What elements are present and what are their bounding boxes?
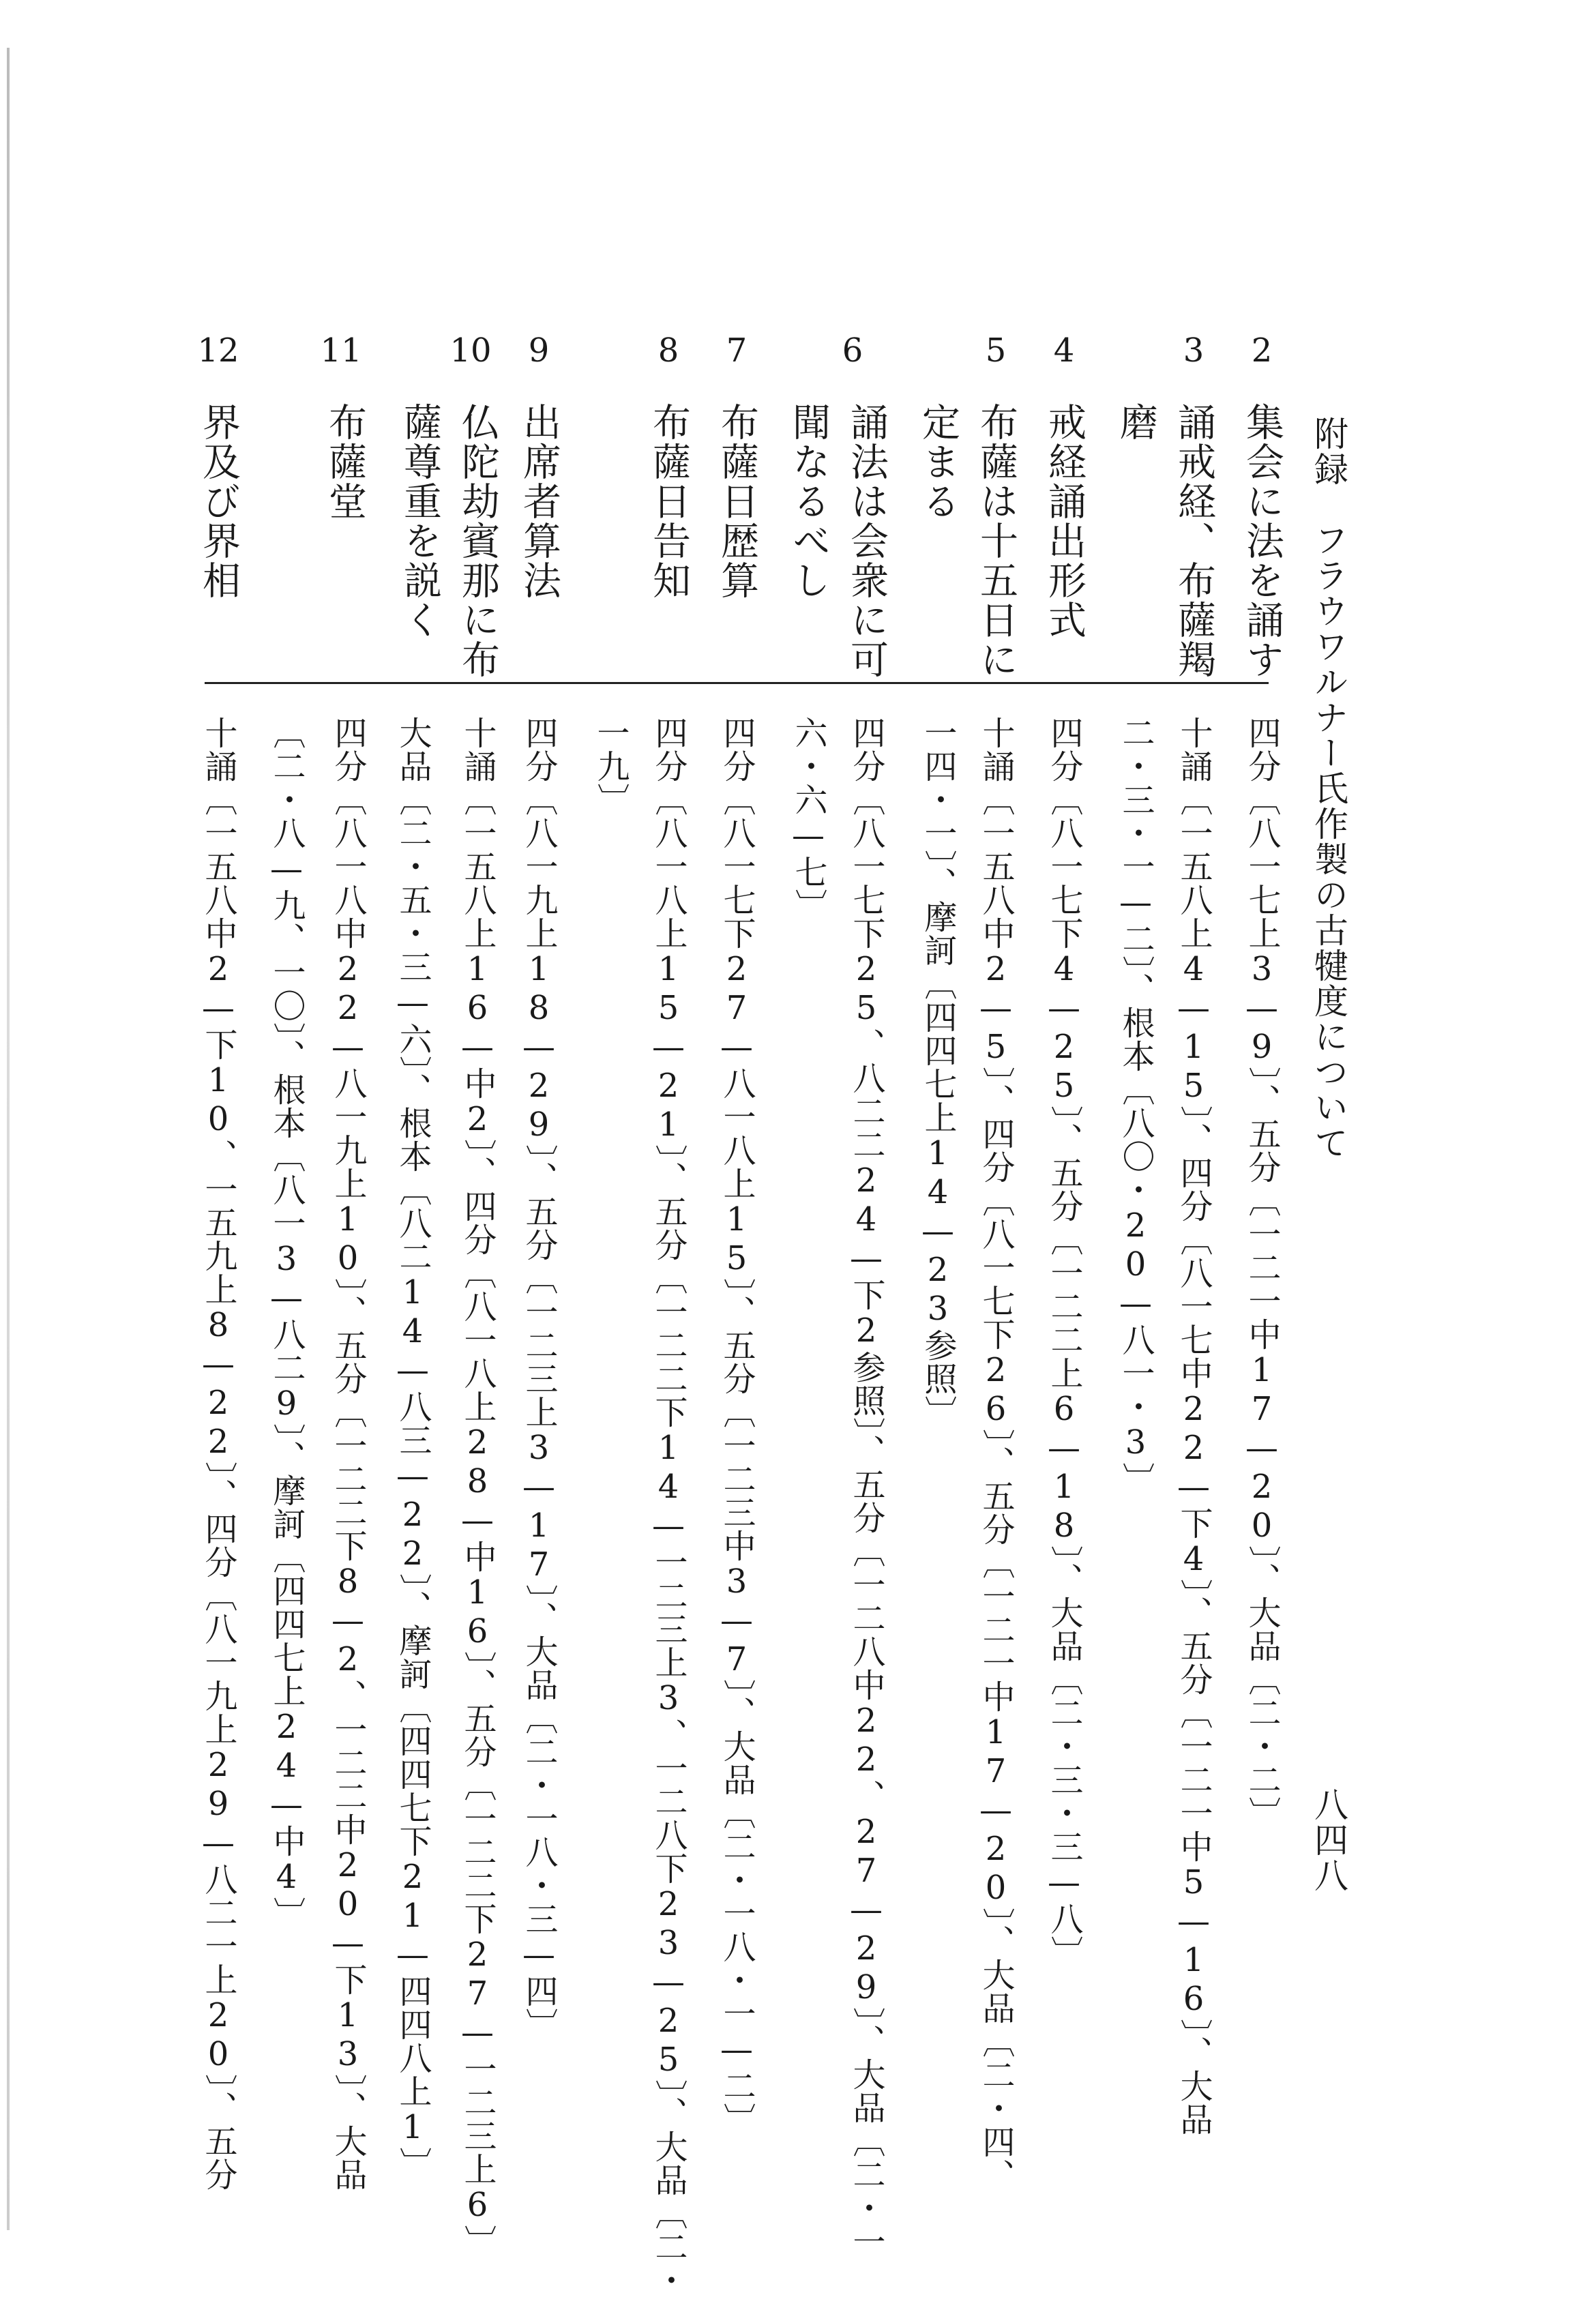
entry-title: 布薩日告知 bbox=[647, 402, 691, 600]
entry-title: 聞なるべし bbox=[786, 402, 831, 600]
entry-reference: 四分〔八一七下27—八一八上15〕、五分〔一二三中3—7〕、大品〔二・一八・一—二〕 bbox=[718, 716, 756, 2136]
entry-reference: 十誦〔一五八中2—5〕、四分〔八一七下26〕、五分〔一二一中17—20〕、大品〔二・四、 bbox=[977, 716, 1015, 2192]
entry-title: 出席者算法 bbox=[517, 402, 561, 600]
entry-number: 12 bbox=[197, 331, 239, 370]
entry-number: 2 bbox=[1251, 331, 1273, 370]
entry-title: 誦法は会衆に可 bbox=[844, 402, 889, 679]
entry-reference: 十誦〔一五八中2—下10、一五九上8—22〕、四分〔八一九上29—八二一上20〕、五分 bbox=[199, 716, 237, 2191]
entry-title: 布薩堂 bbox=[323, 402, 367, 521]
entry-reference: 十誦〔一五八上4—15〕、四分〔八一七中22—下4〕、五分〔一二一中5—16〕、大品 bbox=[1174, 716, 1213, 2136]
entry-reference: 四分〔八一七下4—25〕、五分〔一二二上6—18〕、大品〔二・三・三—八〕 bbox=[1045, 716, 1083, 1969]
entry-title: 布薩日歴算 bbox=[715, 402, 759, 600]
entry-reference: 四分〔八一七下25、八二二24—下2参照〕、五分〔一二八中22、27—29〕、大品〔二・一 bbox=[847, 716, 885, 2258]
entry-title: 戒経誦出形式 bbox=[1042, 402, 1087, 640]
entry-reference: 二・三・一—二〕、根本〔八〇・20—八一・3〕 bbox=[1117, 716, 1155, 1496]
entry-reference: 四分〔八一九上18—29〕、五分〔一二三上3—17〕、大品〔二・一八・三—四〕 bbox=[520, 716, 558, 2041]
entry-title: 仏陀劫賓那に布 bbox=[456, 402, 500, 679]
entry-reference: 四分〔八一八上15—21〕、五分〔一二二下14—一二三上3、一二八下23—25〕、大品〔二・ bbox=[649, 716, 688, 2297]
entry-number: 4 bbox=[1053, 331, 1075, 370]
entry-number: 10 bbox=[449, 331, 492, 370]
entry-reference: 一九〕 bbox=[591, 716, 630, 816]
section-divider bbox=[205, 682, 1269, 684]
entry-number: 11 bbox=[320, 331, 362, 370]
entry-number: 5 bbox=[985, 331, 1007, 370]
entry-number: 6 bbox=[842, 331, 863, 370]
entry-title: 磨 bbox=[1114, 402, 1158, 442]
entry-title: 薩尊重を説く bbox=[398, 402, 442, 640]
entry-reference: 一四・一〕、摩訶〔四四七上14—23参照〕 bbox=[919, 716, 957, 1429]
entry-number: 8 bbox=[657, 331, 679, 370]
running-title: 附録 フラウワルナー氏作製の古犍度について bbox=[1309, 416, 1348, 1161]
entry-number: 9 bbox=[528, 331, 550, 370]
entry-reference: 十誦〔一五八上16—中2〕、四分〔八一八上28—中16〕、五分〔一二二下27—一二三上6〕 bbox=[458, 716, 497, 2258]
entry-title: 界及び界相 bbox=[196, 402, 241, 600]
entry-reference: 〔二・八—九、一〇〕、根本〔八一3—八二9〕、摩訶〔四四七上24—中4〕 bbox=[267, 716, 306, 1930]
entry-reference: 四分〔八一八中22—八一九上10〕、五分〔一二二下8—2、一二二中20—下13〕、大品 bbox=[329, 716, 367, 2191]
entry-reference: 六・六—七〕 bbox=[789, 716, 827, 922]
entry-reference: 大品〔二・五・三—六〕、根本〔八二14—八三—22〕、摩訶〔四四七下21—四四八上1〕 bbox=[394, 716, 432, 2180]
entry-number: 7 bbox=[726, 331, 748, 370]
entry-title: 誦戒経、布薩羯 bbox=[1172, 402, 1216, 679]
entry-reference: 四分〔八一七上3—9〕、五分〔一二一中17—20〕、大品〔二・二〕 bbox=[1243, 716, 1281, 1830]
entry-title: 集会に法を誦す bbox=[1240, 402, 1284, 679]
entry-title: 布薩は十五日に bbox=[974, 402, 1018, 679]
page-edge-shadow bbox=[7, 48, 10, 2230]
page-number: 八四八 bbox=[1309, 1787, 1348, 1893]
entry-number: 3 bbox=[1183, 331, 1205, 370]
entry-title: 定まる bbox=[916, 402, 960, 521]
